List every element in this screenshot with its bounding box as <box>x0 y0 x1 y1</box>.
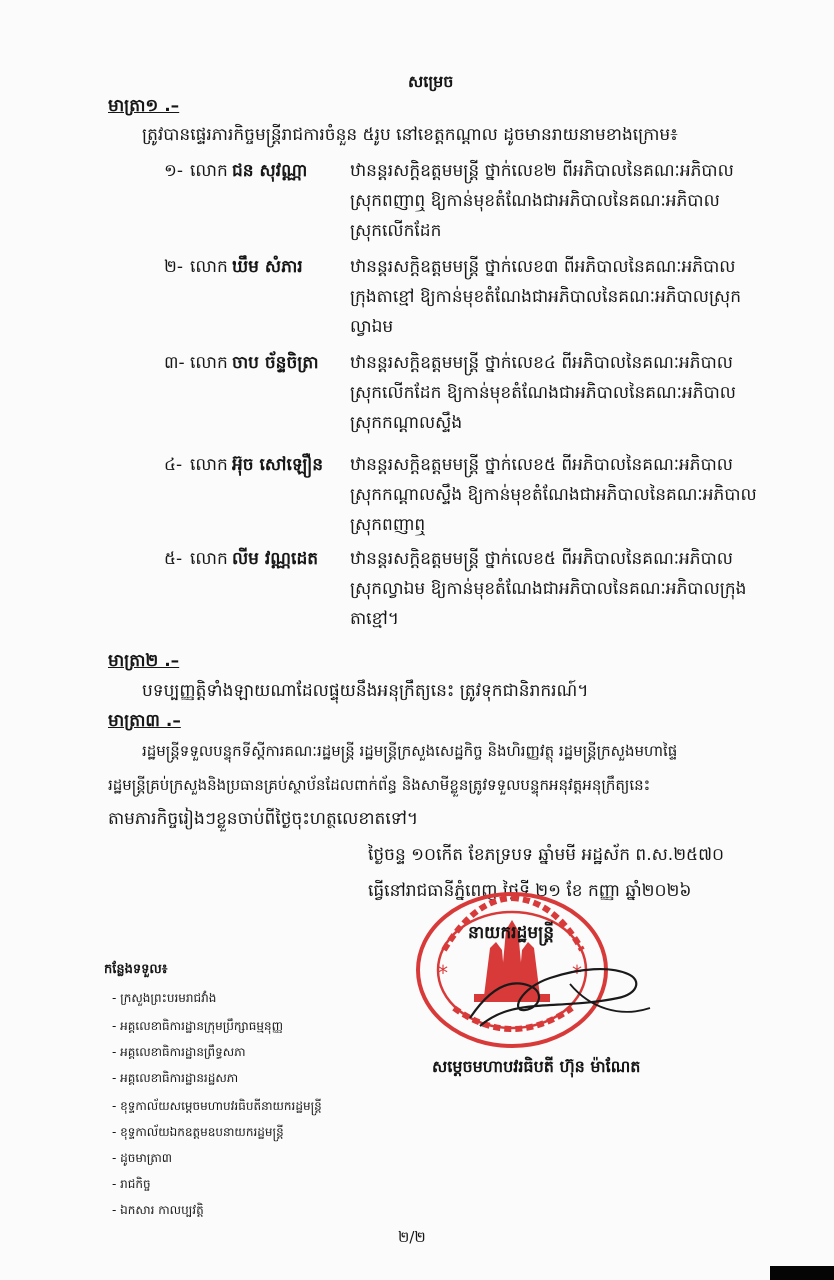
entry-title: លោក <box>190 455 228 475</box>
article-3-line: តាមភារកិច្ចរៀងៗខ្លួនចាប់ពីថ្ងៃចុះហត្ថលេខាតទៅ។ <box>108 809 419 829</box>
entry-line: ស្រុកកណ្ដាលស្ទឹង ឱ្យកាន់មុខតំណែងជាអភិបាលនៃគណៈអភិបាល <box>350 485 757 505</box>
entry-name: ជន សុវណ្ណា <box>232 161 308 181</box>
entry-title: លោក <box>190 161 228 181</box>
recipient-item: - ដូចមាត្រា៣ <box>112 1151 173 1165</box>
entry-line: ឋានន្តរសក្តិឧត្តមមន្ត្រី ថ្នាក់លេខ៤ ពីអភិបាលនៃគណៈអភិបាល <box>350 353 733 373</box>
entry-title: លោក <box>190 353 228 373</box>
article-3-line: រដ្ឋមន្ត្រីទទួលបន្ទុកទីស្តីការគណៈរដ្ឋមន្ត្រី រដ្ឋមន្ត្រីក្រសួងសេដ្ឋកិច្ច និងហិរញ្ញវត្ថុ រដ្ឋមន្ត្រីក្រសួងមហាផ្ទៃ <box>142 742 678 760</box>
handwritten-signature <box>450 948 660 1038</box>
entry-line: ស្រុកកណ្ដាលស្ទឹង <box>350 413 463 433</box>
entry-name: លីម វណ្ណដេត <box>232 549 319 569</box>
entry-number: ១- <box>164 161 184 181</box>
page-number: ២/២ <box>398 1228 426 1246</box>
entry-number: ២- <box>164 257 184 277</box>
svg-text:*: * <box>572 961 582 985</box>
article-1-intro: ត្រូវបានផ្ទេរភារកិច្ចមន្ត្រីរាជការចំនួន ៥រូប នៅខេត្តកណ្ដាល ដូចមានរាយនាមខាងក្រោម៖ <box>142 125 678 145</box>
entry-name: អ៊ុច សៅឡឿន <box>232 455 324 475</box>
svg-text:*: * <box>438 961 448 985</box>
entry-line: ល្វាឯម <box>350 317 394 337</box>
entry-line: ឋានន្តរសក្តិឧត្តមមន្ត្រី ថ្នាក់លេខ៥ ពីអភិបាលនៃគណៈអភិបាល <box>350 455 733 475</box>
article-2-text: បទប្បញ្ញត្តិទាំងឡាយណាដែលផ្ទុយនឹងអនុក្រឹត្យនេះ ត្រូវទុកជានិរាករណ៍។ <box>142 681 589 701</box>
recipient-item: - ក្រសួងព្រះបរមរាជវាំង <box>112 991 217 1005</box>
entry-line: ស្រុកល្វាឯម ឱ្យកាន់មុខតំណែងជាអភិបាលនៃគណៈអភិបាលក្រុង <box>350 579 747 599</box>
entry-line: ស្រុកពញាឮ ឱ្យកាន់មុខតំណែងជាអភិបាលនៃគណៈអភិបាល <box>350 191 720 211</box>
article-2-heading: មាត្រា២ .– <box>108 651 180 671</box>
recipients-heading: កន្លែងទទួល៖ <box>104 962 168 977</box>
lunar-date: ថ្ងៃចន្ទ ១០កើត ខែភទ្របទ ឆ្នាំមមី អដ្ឋស័ក ព.ស.២៥៧០ <box>368 845 725 865</box>
recipient-item: - អគ្គលេខាធិការដ្ឋានរដ្ឋសភា <box>112 1071 239 1085</box>
entry-title: លោក <box>190 549 228 569</box>
entry-line: ឋានន្តរសក្តិឧត្តមមន្ត្រី ថ្នាក់លេខ២ ពីអភិបាលនៃគណៈអភិបាល <box>350 161 734 181</box>
entry-name: ឃឹម សំភារ <box>232 257 303 277</box>
entry-line: ក្រុងតាខ្មៅ ឱ្យកាន់មុខតំណែងជាអភិបាលនៃគណៈអភិបាលស្រុក <box>350 287 742 307</box>
recipient-item: - អគ្គលេខាធិការដ្ឋានព្រឹទ្ធសភា <box>112 1045 246 1059</box>
entry-number: ៤- <box>164 455 183 475</box>
recipient-item: - អគ្គលេខាធិការដ្ឋានក្រុមប្រឹក្សាធម្មនុញ្ញ <box>112 1019 284 1033</box>
recipient-item: - ខុទ្ទកាល័យឯកឧត្តមឧបនាយករដ្ឋមន្ត្រី <box>112 1125 284 1139</box>
scan-edge <box>770 1266 834 1280</box>
document-title: សម្រេច <box>408 72 454 91</box>
entry-number: ៣- <box>164 353 185 373</box>
entry-title: លោក <box>190 257 228 277</box>
entry-line: ស្រុកលើកដែក ឱ្យកាន់មុខតំណែងជាអភិបាលនៃគណៈអភិបាល <box>350 383 736 403</box>
signatory-position: នាយករដ្ឋមន្ត្រី <box>468 923 554 943</box>
recipient-item: - ខុទ្ទកាល័យសម្ដេចមហាបវរធិបតីនាយករដ្ឋមន្ត្រី <box>112 1099 322 1113</box>
article-3-heading: មាត្រា៣ .– <box>108 711 181 731</box>
entry-line: តាខ្មៅ។ <box>350 609 399 629</box>
entry-number: ៥- <box>164 549 183 569</box>
entry-line: ស្រុកលើកដែក <box>350 221 442 241</box>
solar-date-place: ធ្វើនៅរាជធានីភ្នំពេញ ថ្ងៃទី ២១ ខែ កញ្ញា ឆ្នាំ២០២៦ <box>368 881 692 901</box>
entry-name: ចាប ច័ន្ទចិត្រា <box>232 353 319 373</box>
article-1-heading: មាត្រា១ .– <box>108 96 180 116</box>
article-3-line: រដ្ឋមន្ត្រីគ្រប់ក្រសួងនិងប្រធានគ្រប់ស្ថាប័នដែលពាក់ព័ន្ធ និងសាមីខ្លួនត្រូវទទួលបន្ទុកអនុវត្តអនុក្រឹត្យនេះ <box>108 776 651 794</box>
signer-name: សម្ដេចមហាបវរធិបតី ហ៊ុន ម៉ាណែត <box>432 1057 641 1076</box>
entry-line: ស្រុកពញាឮ <box>350 515 426 535</box>
entry-line: ឋានន្តរសក្តិឧត្តមមន្ត្រី ថ្នាក់លេខ៣ ពីអភិបាលនៃគណៈអភិបាល <box>350 257 736 277</box>
recipient-item: - រាជកិច្ច <box>112 1177 151 1191</box>
recipient-item: - ឯកសារ កាលប្បវត្តិ <box>112 1203 204 1217</box>
entry-line: ឋានន្តរសក្តិឧត្តមមន្ត្រី ថ្នាក់លេខ៥ ពីអភិបាលនៃគណៈអភិបាល <box>350 549 733 569</box>
